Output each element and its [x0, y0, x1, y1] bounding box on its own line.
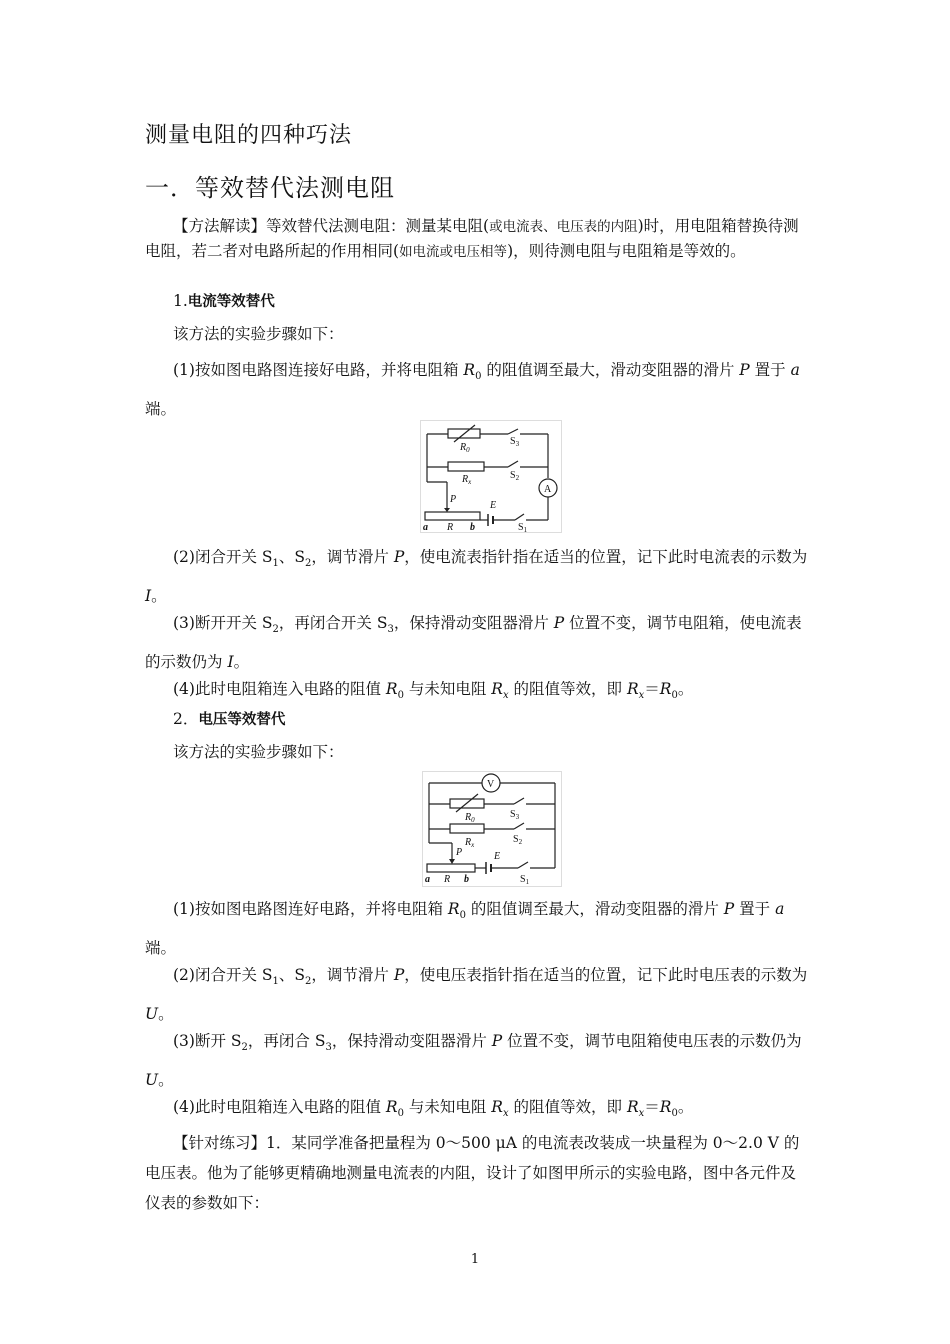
label-p: P [450, 494, 457, 505]
part1-heading [145, 289, 810, 314]
part1-heading-text: 电流等效替代 [187, 294, 275, 310]
method-note-2: 如电流或电压相等 [399, 244, 508, 260]
method-text-2: )时，用电阻箱替换待测电阻，若二者对电路所起的作用相同( [145, 217, 799, 260]
practice-tag: 【针对练习】 [173, 1134, 267, 1152]
part2-step3: (3)断开 $S_2$，再闭合 $S_3$，保持滑动变阻器滑片 P 位置不变，调节电阻箱使电压表的示数仍为 U。 [145, 1032, 802, 1089]
part2-heading-text: 电压等效替代 [198, 712, 286, 728]
label-r: R [444, 874, 451, 885]
page-number: 1 [470, 1252, 480, 1267]
practice-paragraph [145, 1128, 810, 1218]
practice-text: 1．某同学准备把量程为 0～500 μA 的电流表改装成一块量程为 0～2.0 V 的电压表。他为了能够更精确地测量电流表的内阻，设计了如图甲所示的实验电路，图中各元件及仪表的参数如下： [145, 1134, 800, 1212]
label-s3: $S_3$ [510, 809, 520, 821]
label-voltmeter: V [487, 779, 495, 790]
part1-step1: (1)按如图电路图连接好电路，并将电阻箱 $R_0$ 的阻值调至最大，滑动变阻器的滑片 P 置于 a 端。 [145, 361, 800, 418]
label-s2: $S_2$ [513, 834, 523, 846]
label-b: b [470, 522, 475, 533]
part1-step4: (4)此时电阻箱连入电路的阻值 $R_0$ 与未知电阻 $R_x$ 的阻值等效，即 $R_x=R_0$。 [173, 680, 694, 701]
label-rx: $R_x$ [462, 474, 472, 486]
rheostat-r [427, 864, 475, 872]
label-e: E [490, 500, 497, 511]
label-ammeter: A [544, 484, 552, 495]
current-substitution-circuit [420, 420, 562, 533]
part2-heading [145, 707, 810, 732]
page-title: 测量电阻的四种巧法 [145, 123, 353, 148]
method-note-1: 或电流表、电压表的内阻 [489, 219, 638, 235]
label-s2: $S_2$ [510, 470, 520, 482]
label-a: a [425, 874, 430, 885]
part2-step2: (2)闭合开关 $S_1$、$S_2$，调节滑片 P，使电压表指针指在适当的位置，记下此时电压表的示数为 U。 [145, 966, 808, 1023]
label-r0: $R_0$ [465, 812, 475, 824]
label-r: R [447, 522, 454, 533]
part2-step4: (4)此时电阻箱连入电路的阻值 $R_0$ 与未知电阻 $R_x$ 的阻值等效，即 $R_x=R_0$。 [173, 1098, 694, 1119]
section-heading: 一．等效替代法测电阻 [145, 174, 395, 202]
label-s1: $S_1$ [518, 522, 528, 533]
label-s3: $S_3$ [510, 436, 520, 448]
part2-intro: 该方法的实验步骤如下： [173, 743, 344, 761]
unknown-resistor-rx [450, 824, 484, 833]
part2-step1: (1)按如图电路图连好电路，并将电阻箱 $R_0$ 的阻值调至最大，滑动变阻器的滑片 P 置于 a 端。 [145, 900, 785, 957]
label-s1: $S_1$ [520, 874, 530, 886]
rheostat-r [425, 512, 480, 520]
part1-step2: (2)闭合开关 $S_1$、$S_2$，调节滑片 P，使电流表指针指在适当的位置，记下此时电流表的示数为 I。 [145, 548, 808, 605]
part1-step3: (3)断开开关 $S_2$，再闭合开关 $S_3$，保持滑动变阻器滑片 P 位置不变，调节电阻箱，使电流表的示数仍为 I。 [145, 614, 802, 671]
label-a: a [423, 522, 428, 533]
method-text-3: )，则待测电阻与电阻箱是等效的。 [507, 242, 746, 260]
part2-heading-num: 2． [173, 710, 199, 728]
label-p: P [456, 847, 463, 858]
method-tag: 【方法解读】 [173, 217, 267, 235]
unknown-resistor-rx [448, 462, 484, 471]
label-rx: $R_x$ [465, 837, 475, 849]
method-text-1: 等效替代法测电阻：测量某电阻( [266, 217, 490, 235]
voltage-substitution-circuit [422, 771, 562, 887]
label-e: E [494, 851, 501, 862]
label-r0: $R_0$ [460, 442, 470, 454]
method-paragraph [145, 214, 810, 264]
part1-heading-num: 1. [173, 292, 188, 310]
label-b: b [464, 874, 469, 885]
part1-intro: 该方法的实验步骤如下： [173, 325, 344, 343]
